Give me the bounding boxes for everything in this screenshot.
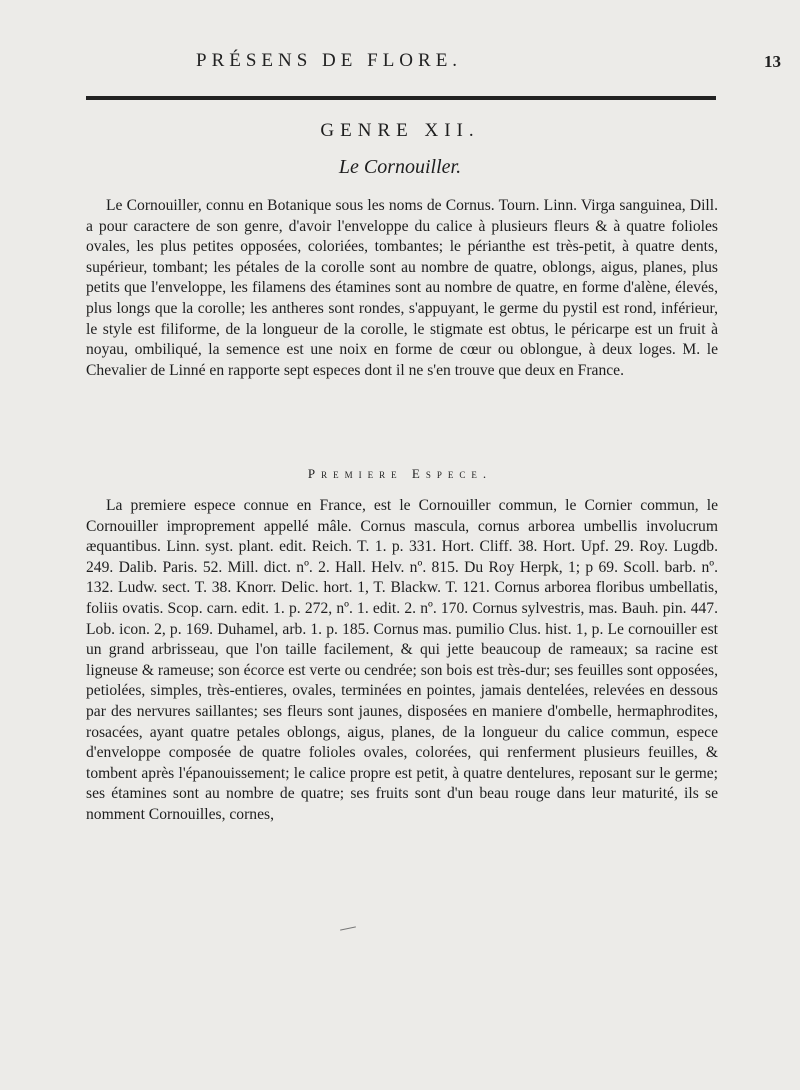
header-rule [86,96,716,100]
plant-title: Le Cornouiller. [338,156,462,178]
page-number: 13 [764,52,781,71]
running-head [0,50,800,80]
genre-title: GENRE XII. [320,120,480,141]
section-heading: Premiere Espece. [307,466,493,481]
species-description: La premiere espece connue en France, est le Cornouiller commun, le Cornier commun, le Cornouiller improprement appellé mâle. Cornus mascula, cornus arborea umbellis involucrum æquantibus. Linn. syst. plant. edit. Reich. T. 1. p. 331. Hort. Cliff. 38. Hort. Upf. 29. Roy. Lugdb. 249. Dalib. Paris. 52. Mill. dict. nº. 2. Hall. Helv. nº. 815. Du Roy Herpk, 1; p 69. Scoll. barb. nº. 132. Ludw. sect. T. 38. Knorr. Delic. hort. 1, T. Blackw. T. 121. Cornus arborea floribus umbellatis, foliis ovatis. Scop. carn. edit. 1. p. 272, nº. 1. edit. 2. nº. 170. Cornus sylvestris, mas. Bauh. pin. 447. Lob. icon. 2, p. 169. Duhamel, arb. 1. p. 185. Cornus mas. pumilio Clus. hist. 1, p. Le cornouiller est un grand arbrisseau, que l'on taille facilement, & qui jette beaucoup de rameaux; sa racine est ligneuse & rameuse; son écorce est verte ou cendrée; son bois est très-dur; ses feuilles sont opposées, petiolées, simples, très-entieres, ovales, terminées en pointes, jamais dentelées, relevées en dessous par des nervures saillantes; ses fleurs sont jaunes, disposées en maniere d'ombelle, hermaphrodites, rosacées, ayant quatre petales oblongs, aigus, planes, de la longueur du calice commun, espece d'enveloppe composée de quatre folioles ovales, colorées, qui renferment plusieurs feuilles, & tombent après l'épanouissement; le calice propre est petit, à quatre dentelures, reposant sur le germe; ses étamines sont au nombre de quatre; ses fruits sont d'un beau rouge dans leur maturité, ils se nomment Cornouilles, cornes, [86,497,718,823]
ink-mark [340,926,356,930]
running-title: PRÉSENS DE FLORE. [196,50,463,71]
genus-description: Le Cornouiller, connu en Botanique sous les noms de Cornus. Tourn. Linn. Virga sanguinea, Dill. a pour caractere de son genre, d'avoir l'enveloppe du calice à plusieurs fleurs & à quatre folioles ovales, les plus petites opposées, coloriées, tombantes; le périanthe est très-petit, à quatre dents, supérieur, tombant; les pétales de la corolle sont au nombre de quatre, oblongs, aigus, planes, plus petits que l'enveloppe, les filamens des étamines sont au nombre de quatre, en forme d'alène, élevés, plus longs que la corolle; les antheres sont rondes, s'appuyant, le germe du pystil est rond, inférieur, le style est filiforme, de la longueur de la corolle, le stigmate est obtus, le péricarpe est un fruit à noyau, ombiliqué, la semence est une noix en forme de cœur ou oblongue, à deux loges. M. le Chevalier de Linné en rapporte sept especes dont il ne s'en trouve que deux en France. [86,197,718,379]
